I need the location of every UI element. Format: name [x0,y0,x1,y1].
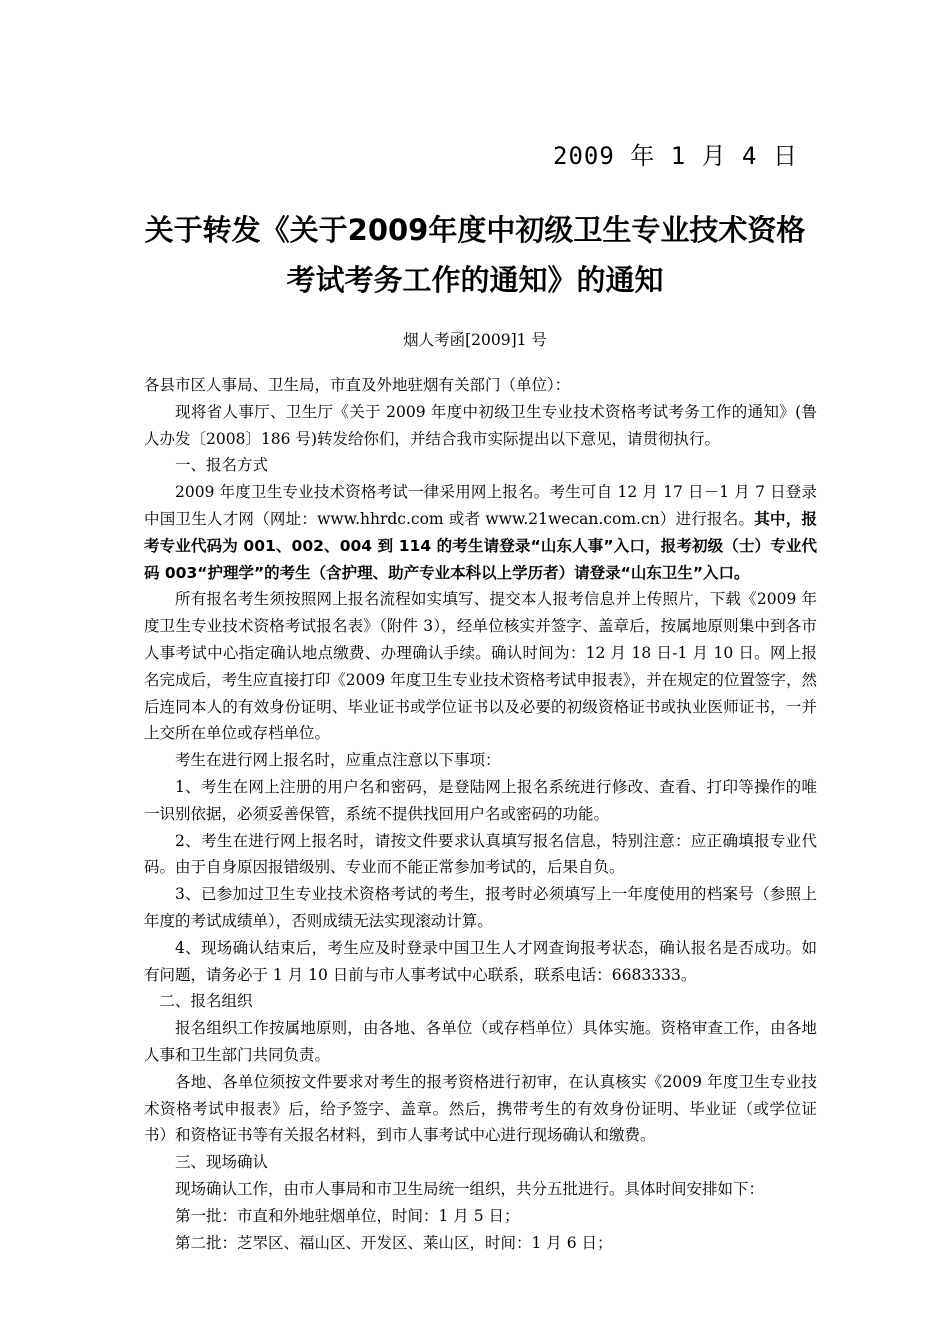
document-number: 烟人考函[2009]1 号 [403,331,547,349]
section-2-paragraph-1: 报名组织工作按属地原则，由各地、各单位（或存档单位）具体实施。资格审查工作，由各地人事和卫生部门共同负责。 [144,1019,817,1064]
document-date: 2009 年 1 月 4 日 [553,142,798,170]
section-3-paragraph-1: 现场确认工作，由市人事局和市卫生局统一组织，共分五批进行。具体时间安排如下： [175,1179,765,1198]
intro-paragraph: 现将省人事厅、卫生厅《关于 2009 年度中初级卫生专业技术资格考试考务工作的通知》(鲁人办发〔2008〕186 号)转发给你们，并结合我市实际提出以下意见，请贯彻执行。 [144,402,817,448]
section-1-item-1: 1、考生在网上注册的用户名和密码，是登陆网上报名系统进行修改、查看、打印等操作的唯一识别依据，必须妥善保管，系统不提供找回用户名或密码的功能。 [144,777,817,823]
section-1-paragraph-1-emphasis: 其中，报考专业代码为 001、002、004 到 114 的考生请登录“山东人事”入口，报考初级（士）专业代码 003“护理学”的考生（含护理、助产专业本科以上学历者）请登录“山东卫生”入口。 [144,509,817,582]
section-1-paragraph-1 [144,479,817,586]
document-title-line-1: 关于转发《关于2009年度中初级卫生专业技术资格 [144,213,806,247]
section-1-heading: 一、报名方式 [175,456,269,475]
section-3-batch-2: 第二批：芝罘区、福山区、开发区、莱山区，时间：1 月 6 日； [175,1233,613,1252]
section-3-batch-1: 第一批：市直和外地驻烟单位，时间：1 月 5 日； [175,1206,520,1225]
section-1-item-2: 2、考生在进行网上报名时，请按文件要求认真填写报名信息，特别注意：应正确填报专业代码。由于自身原因报错级别、专业而不能正常参加考试的，后果自负。 [144,831,817,877]
section-1-item-3: 3、已参加过卫生专业技术资格考试的考生，报考时必须填写上一年度使用的档案号（参照上年度的考试成绩单），否则成绩无法实现滚动计算。 [144,885,817,930]
document-body [144,372,817,1256]
section-3-heading: 三、现场确认 [175,1153,269,1172]
salutation: 各县市区人事局、卫生局，市直及外地驻烟有关部门（单位）： [144,376,571,394]
section-1-item-4: 4、现场确认结束后，考生应及时登录中国卫生人才网查询报考状态，确认报名是否成功。如有问题，请务必于 1 月 10 日前与市人事考试中心联系，联系电话：6683333。 [144,938,817,984]
section-1-paragraph-2: 所有报名考生须按照网上报名流程如实填写、提交本人报考信息并上传照片，下载《2009 年度卫生专业技术资格考试报名表》（附件 3），经单位核实并签字、盖章后，按属地原则集中到各市人事考试中心指定确认地点缴费、办理确认手续。确认时间为：12 月 18 日-1 月 10 日。网上报名完成后，考生应直接打印《2009 年度卫生专业技术资格考试申报表》，并在规定的位置签字，然后连同本人的有效身份证明、毕业证书或学位证书以及必要的初级资格证书或执业医师证书，一并上交所在单位或存档单位。 [144,590,817,743]
section-2-heading: 二、报名组织 [159,992,253,1011]
section-1-paragraph-3: 考生在进行网上报名时，应重点注意以下事项： [175,751,501,770]
document-title-line-2: 考试考务工作的通知》的通知 [286,263,664,297]
section-1-paragraph-1-text: 2009 年度卫生专业技术资格考试一律采用网上报名。考生可自 12 月 17 日－1 月 7 日登录中国卫生人才网（网址：www.hhrdc.com 或者 www.21wecan.com.cn）进行报名。 [144,483,817,528]
section-2-paragraph-2: 各地、各单位须按文件要求对考生的报考资格进行初审，在认真核实《2009 年度卫生专业技术资格考试申报表》后，给予签字、盖章。然后，携带考生的有效身份证明、毕业证（或学位证书）和资格证书等有关报名材料，到市人事考试中心进行现场确认和缴费。 [144,1072,817,1145]
